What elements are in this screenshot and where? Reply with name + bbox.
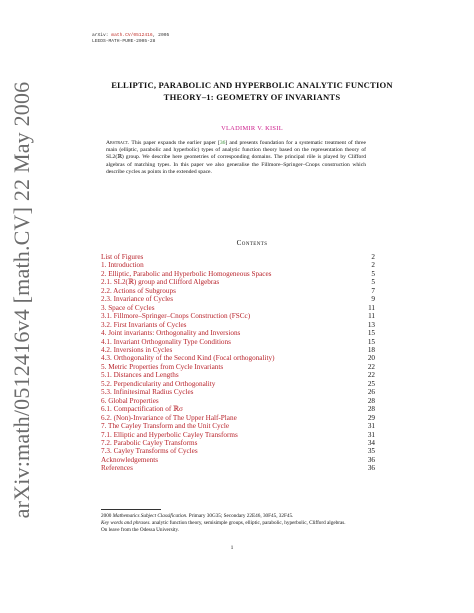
paper-author: VLADIMIR V. KISIL (221, 125, 283, 132)
toc-entry-title[interactable]: 6. Global Properties (101, 396, 159, 405)
toc-entry[interactable] (101, 405, 375, 413)
toc-entry-title[interactable]: 6.2. (Non)-Invariance of The Upper Half-Plane (101, 413, 237, 422)
toc-entry-title[interactable]: 1. Introduction (101, 261, 144, 270)
toc-entry-page: 36 (367, 464, 375, 473)
toc-entry[interactable] (101, 447, 375, 455)
toc-entry-title[interactable]: 4. Joint invariants: Orthogonality and Inversions (101, 329, 241, 338)
toc-entry[interactable] (101, 261, 375, 269)
toc-entry[interactable] (101, 397, 375, 405)
keywords-footnote: Key words and phrases. analytic function theory, semisimple groups, elliptic, parabolic, hyperbolic, Clifford algebras. (101, 520, 346, 526)
toc-entry-title[interactable]: 2. Elliptic, Parabolic and Hyperbolic Homogeneous Spaces (101, 269, 272, 278)
toc-entry-page: 25 (367, 379, 375, 388)
toc-entry-page: 18 (367, 345, 375, 354)
toc-entry-page: 22 (367, 362, 375, 371)
toc-entry-title[interactable]: 4.3. Orthogonality of the Second Kind (Focal orthogonality) (101, 354, 275, 363)
toc-entry-title[interactable]: 5.2. Perpendicularity and Orthogonality (101, 379, 216, 388)
toc-entry-page: 13 (367, 320, 375, 329)
toc-entry-title[interactable]: 4.2. Inversions in Cycles (101, 345, 173, 354)
toc-entry[interactable] (101, 346, 375, 354)
contents-heading: Contents (236, 239, 268, 247)
toc-entry-page: 34 (367, 438, 375, 447)
toc-entry-page: 35 (367, 447, 375, 456)
preprint-header (92, 33, 169, 45)
toc-entry-title[interactable]: 7.2. Parabolic Cayley Transforms (101, 438, 198, 447)
toc-entry[interactable] (101, 380, 375, 388)
footnote-rule (101, 509, 161, 510)
toc-entry-page: 9 (371, 295, 375, 304)
toc-entry[interactable] (101, 354, 375, 362)
toc-entry-page: 2 (371, 261, 375, 270)
toc-entry-page: 2 (371, 253, 375, 261)
toc-entry[interactable] (101, 329, 375, 337)
toc-entry[interactable] (101, 363, 375, 371)
toc-entry-page: 5 (371, 269, 375, 278)
toc-entry-title[interactable]: 3.1. Fillmore–Springer–Cnops Construction (FSCc) (101, 312, 251, 321)
toc-entry[interactable] (101, 439, 375, 447)
toc-entry-page: 28 (367, 405, 375, 414)
toc-entry-title[interactable]: 3.2. First Invariants of Cycles (101, 320, 187, 329)
toc-entry-page: 15 (367, 329, 375, 338)
toc-entry[interactable] (101, 312, 375, 320)
paper-title: ELLIPTIC, PARABOLIC AND HYPERBOLIC ANALYTIC FUNCTION THEORY–1: GEOMETRY OF INVARIANTS (111, 80, 393, 102)
msc-footnote: 2000 Mathematics Subject Classification. Primary 30G35; Secondary 22E46, 30F45, 32F45. (101, 513, 294, 519)
toc-entry-page: 20 (367, 354, 375, 363)
toc-entry[interactable] (101, 270, 375, 278)
toc-entry[interactable] (101, 414, 375, 422)
toc-entry-page: 29 (367, 413, 375, 422)
toc-entry[interactable] (101, 422, 375, 430)
toc-entry-title[interactable]: References (101, 464, 133, 473)
page-number: 1 (230, 545, 234, 551)
toc-entry-title[interactable]: 7.1. Elliptic and Hyperbolic Cayley Transforms (101, 430, 238, 439)
toc-entry-title[interactable]: 7. The Cayley Transform and the Unit Cycle (101, 422, 230, 431)
toc-entry-page: 36 (367, 455, 375, 464)
toc-entry[interactable] (101, 295, 375, 303)
toc-entry[interactable] (101, 253, 375, 261)
toc-entry-page: 26 (367, 388, 375, 397)
report-number: LEEDS-MATH-PURE-2005-28 (92, 39, 156, 44)
toc-entry-title[interactable]: 4.1. Invariant Orthogonality Type Conditions (101, 337, 231, 346)
toc-entry-page: 11 (368, 312, 375, 321)
toc-entry[interactable] (101, 456, 375, 464)
toc-entry-title[interactable]: 7.3. Cayley Transforms of Cycles (101, 447, 198, 456)
arxiv-id-link[interactable]: math.CV/0512416 (111, 33, 153, 38)
toc-entry-title[interactable]: 5. Metric Properties from Cycle Invariants (101, 362, 224, 371)
toc-entry-page: 5 (371, 278, 375, 287)
abstract: Abstract. This paper expands the earlier paper [36] and presents foundation for a systematic treatment of three main (elliptic, parabolic and hyperbolic) types of analytic function theory based on the representation theory of SL2(ℝ) group. We describe here geometries of corresponding domains. The principal rôle is played by Clifford algebras of matching types. In this paper we also generalise the Fillmore–Springer–Cnops construction which describe cycles as points in the extended space. (106, 140, 366, 175)
toc-entry[interactable] (101, 287, 375, 295)
toc-entry-page: 28 (367, 396, 375, 405)
arxiv-stamp-text: arXiv:math/0512416v4 [math.CV] 22 May 2006 (9, 81, 34, 519)
toc-entry[interactable] (101, 321, 375, 329)
toc-entry-page: 31 (367, 422, 375, 431)
toc-entry[interactable] (101, 464, 375, 472)
abstract-label: Abstract. (106, 140, 130, 146)
toc-entry-title[interactable]: 5.1. Distances and Lengths (101, 371, 179, 380)
table-of-contents (101, 253, 375, 473)
toc-entry-page: 7 (371, 286, 375, 295)
toc-entry[interactable] (101, 431, 375, 439)
leave-footnote: On leave from the Odessa University. (101, 527, 180, 533)
toc-entry-page: 22 (367, 371, 375, 380)
toc-entry-page: 31 (367, 430, 375, 439)
toc-entry[interactable] (101, 278, 375, 286)
arxiv-side-stamp (0, 81, 44, 519)
toc-entry-title[interactable]: 5.3. Infinitesimal Radius Cycles (101, 388, 194, 397)
toc-entry-page: 15 (367, 337, 375, 346)
toc-entry-page: 11 (368, 303, 375, 312)
arxiv-id-line: arXiv: math.CV/0512416, 2005 (92, 33, 170, 38)
toc-entry-title[interactable]: 2.1. SL2(ℝ) group and Clifford Algebras (101, 278, 220, 287)
toc-entry-title[interactable]: Acknowledgements (101, 455, 159, 464)
toc-entry-title[interactable]: 2.2. Actions of Subgroups (101, 286, 176, 295)
toc-entry[interactable] (101, 388, 375, 396)
citation-link[interactable]: 36 (219, 140, 226, 146)
footnotes (101, 509, 373, 534)
toc-entry-title[interactable]: 2.3. Invariance of Cycles (101, 295, 174, 304)
toc-entry[interactable] (101, 371, 375, 379)
toc-entry[interactable] (101, 304, 375, 312)
toc-entry-title[interactable]: 6.1. Compactification of ℝσ (101, 405, 183, 414)
toc-entry-title[interactable]: List of Figures (101, 253, 144, 261)
toc-entry-title[interactable]: 3. Space of Cycles (101, 303, 155, 312)
toc-entry[interactable] (101, 338, 375, 346)
